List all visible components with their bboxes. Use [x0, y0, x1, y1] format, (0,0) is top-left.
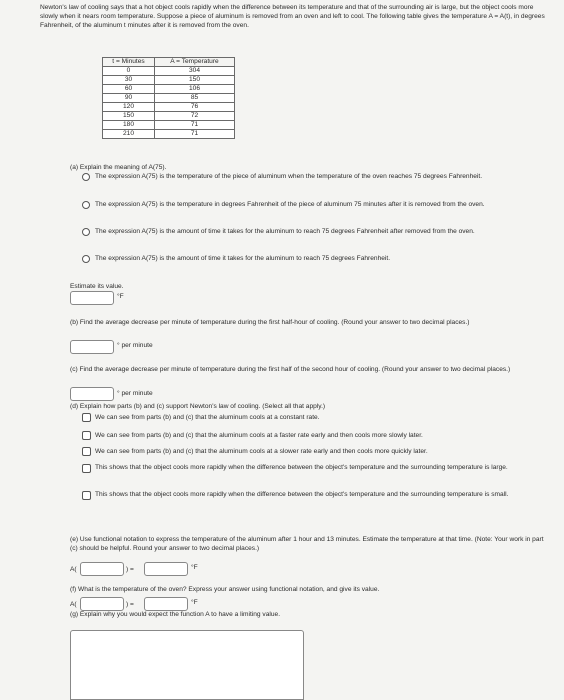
- part-c-prompt: (c) Find the average decrease per minute of temperature during the first half of the second hour of cooling. (Round your answer to two decimal places.): [70, 366, 511, 373]
- part-a-prompt: (a) Explain the meaning of A(75).: [70, 164, 167, 171]
- part-b-prompt: (b) Find the average decrease per minute of temperature during the first half-hour of cooling. (Round your answer to two decimal places.): [70, 319, 470, 326]
- cell-temperature: 71: [155, 121, 235, 130]
- part-a-radio-2[interactable]: [82, 201, 90, 209]
- part-d-checkbox-3[interactable]: [82, 447, 91, 456]
- temperature-table: [102, 57, 235, 139]
- part-d-checkbox-5[interactable]: [82, 491, 91, 500]
- table-row: [103, 85, 235, 94]
- part-c-input[interactable]: [70, 387, 114, 401]
- table-row: [103, 103, 235, 112]
- part-e-func-label: A(: [70, 566, 77, 573]
- cell-temperature: 85: [155, 94, 235, 103]
- part-b-input[interactable]: [70, 340, 114, 354]
- part-e-prompt: (e) Use functional notation to express the temperature of the aluminum after 1 hour and 13 minutes. Estimate the temperature at that time. (Note: Your work in part (c) should be helpful. Round your answer to two decimal places.): [70, 536, 544, 552]
- part-a-radio-3[interactable]: [82, 228, 90, 236]
- intro-text: Newton's law of cooling says that a hot object cools rapidly when the difference between its temperature and that of the surrounding air is large, but the object cools more slowly when it nears room temperature. Suppose a piece of aluminum is removed from an oven and left to cool. The following table gives the temperature A = A(t), in degrees Fahrenheit, of the aluminum t minutes after it is removed from the oven.: [40, 4, 545, 29]
- cell-temperature: 150: [155, 76, 235, 85]
- cell-temperature: 71: [155, 130, 235, 139]
- table-row: [103, 130, 235, 139]
- cell-temperature: 72: [155, 112, 235, 121]
- part-e-equals: ) =: [126, 566, 134, 573]
- part-a-estimate-input[interactable]: [70, 291, 114, 305]
- part-d-checkbox-2[interactable]: [82, 431, 91, 440]
- table-row: [103, 94, 235, 103]
- part-d-option-5: This shows that the object cools more rapidly when the difference between the object's temperature and the surrounding temperature is small.: [95, 491, 509, 498]
- cell-minutes: 30: [103, 76, 155, 85]
- table-row: [103, 112, 235, 121]
- part-e-unit: °F: [191, 564, 198, 571]
- part-d-option-2: We can see from parts (b) and (c) that the aluminum cools at a faster rate early and then cools more slowly later.: [95, 432, 423, 439]
- part-a-option-3: The expression A(75) is the amount of time it takes for the aluminum to reach 75 degrees Fahrenheit after removed from the oven.: [95, 228, 475, 235]
- part-d-prompt: (d) Explain how parts (b) and (c) support Newton's law of cooling. (Select all that apply.): [70, 403, 326, 410]
- cell-temperature: 106: [155, 85, 235, 94]
- cell-temperature: 304: [155, 67, 235, 76]
- part-d-option-1: We can see from parts (b) and (c) that the aluminum cools at a constant rate.: [95, 414, 320, 421]
- part-a-option-2: The expression A(75) is the temperature in degrees Fahrenheit of the piece of aluminum 75 minutes after it is removed from the oven.: [95, 201, 485, 208]
- cell-minutes: 210: [103, 130, 155, 139]
- part-e-value-input[interactable]: [144, 562, 188, 576]
- table-header-temperature: A = Temperature: [155, 58, 235, 67]
- part-f-argument-input[interactable]: [80, 597, 124, 611]
- cell-minutes: 90: [103, 94, 155, 103]
- table-header-minutes: t = Minutes: [103, 58, 155, 67]
- part-c-unit: ° per minute: [117, 390, 153, 397]
- table-row: [103, 121, 235, 130]
- part-a-unit: °F: [117, 293, 124, 300]
- part-d-checkbox-4[interactable]: [82, 464, 91, 473]
- part-a-radio-4[interactable]: [82, 255, 90, 263]
- part-f-func-label: A(: [70, 601, 77, 608]
- part-g-prompt: (g) Explain why you would expect the function A to have a limiting value.: [70, 611, 281, 618]
- part-g-textarea[interactable]: [70, 630, 304, 700]
- part-a-option-1: The expression A(75) is the temperature of the piece of aluminum when the temperature of the oven reaches 75 degrees Fahrenheit.: [95, 173, 483, 180]
- part-f-value-input[interactable]: [144, 597, 188, 611]
- part-d-option-3: We can see from parts (b) and (c) that the aluminum cools at a slower rate early and then cools more quickly later.: [95, 448, 428, 455]
- part-f-prompt: (f) What is the temperature of the oven? Express your answer using functional notation, and give its value.: [70, 586, 380, 593]
- part-d-checkbox-1[interactable]: [82, 413, 91, 422]
- part-f-equals: ) =: [126, 601, 134, 608]
- part-f-unit: °F: [191, 599, 198, 606]
- cell-minutes: 180: [103, 121, 155, 130]
- table-row: [103, 76, 235, 85]
- cell-minutes: 60: [103, 85, 155, 94]
- part-b-unit: ° per minute: [117, 342, 153, 349]
- cell-minutes: 150: [103, 112, 155, 121]
- part-a-radio-1[interactable]: [82, 173, 90, 181]
- table-row: [103, 67, 235, 76]
- cell-temperature: 76: [155, 103, 235, 112]
- part-d-option-4: This shows that the object cools more rapidly when the difference between the object's temperature and the surrounding temperature is large.: [95, 464, 508, 471]
- cell-minutes: 120: [103, 103, 155, 112]
- estimate-label: Estimate its value.: [70, 283, 124, 290]
- cell-minutes: 0: [103, 67, 155, 76]
- part-a-option-4: The expression A(75) is the amount of time it takes for the aluminum to reach 75 degrees Fahrenheit.: [95, 255, 391, 262]
- part-e-argument-input[interactable]: [80, 562, 124, 576]
